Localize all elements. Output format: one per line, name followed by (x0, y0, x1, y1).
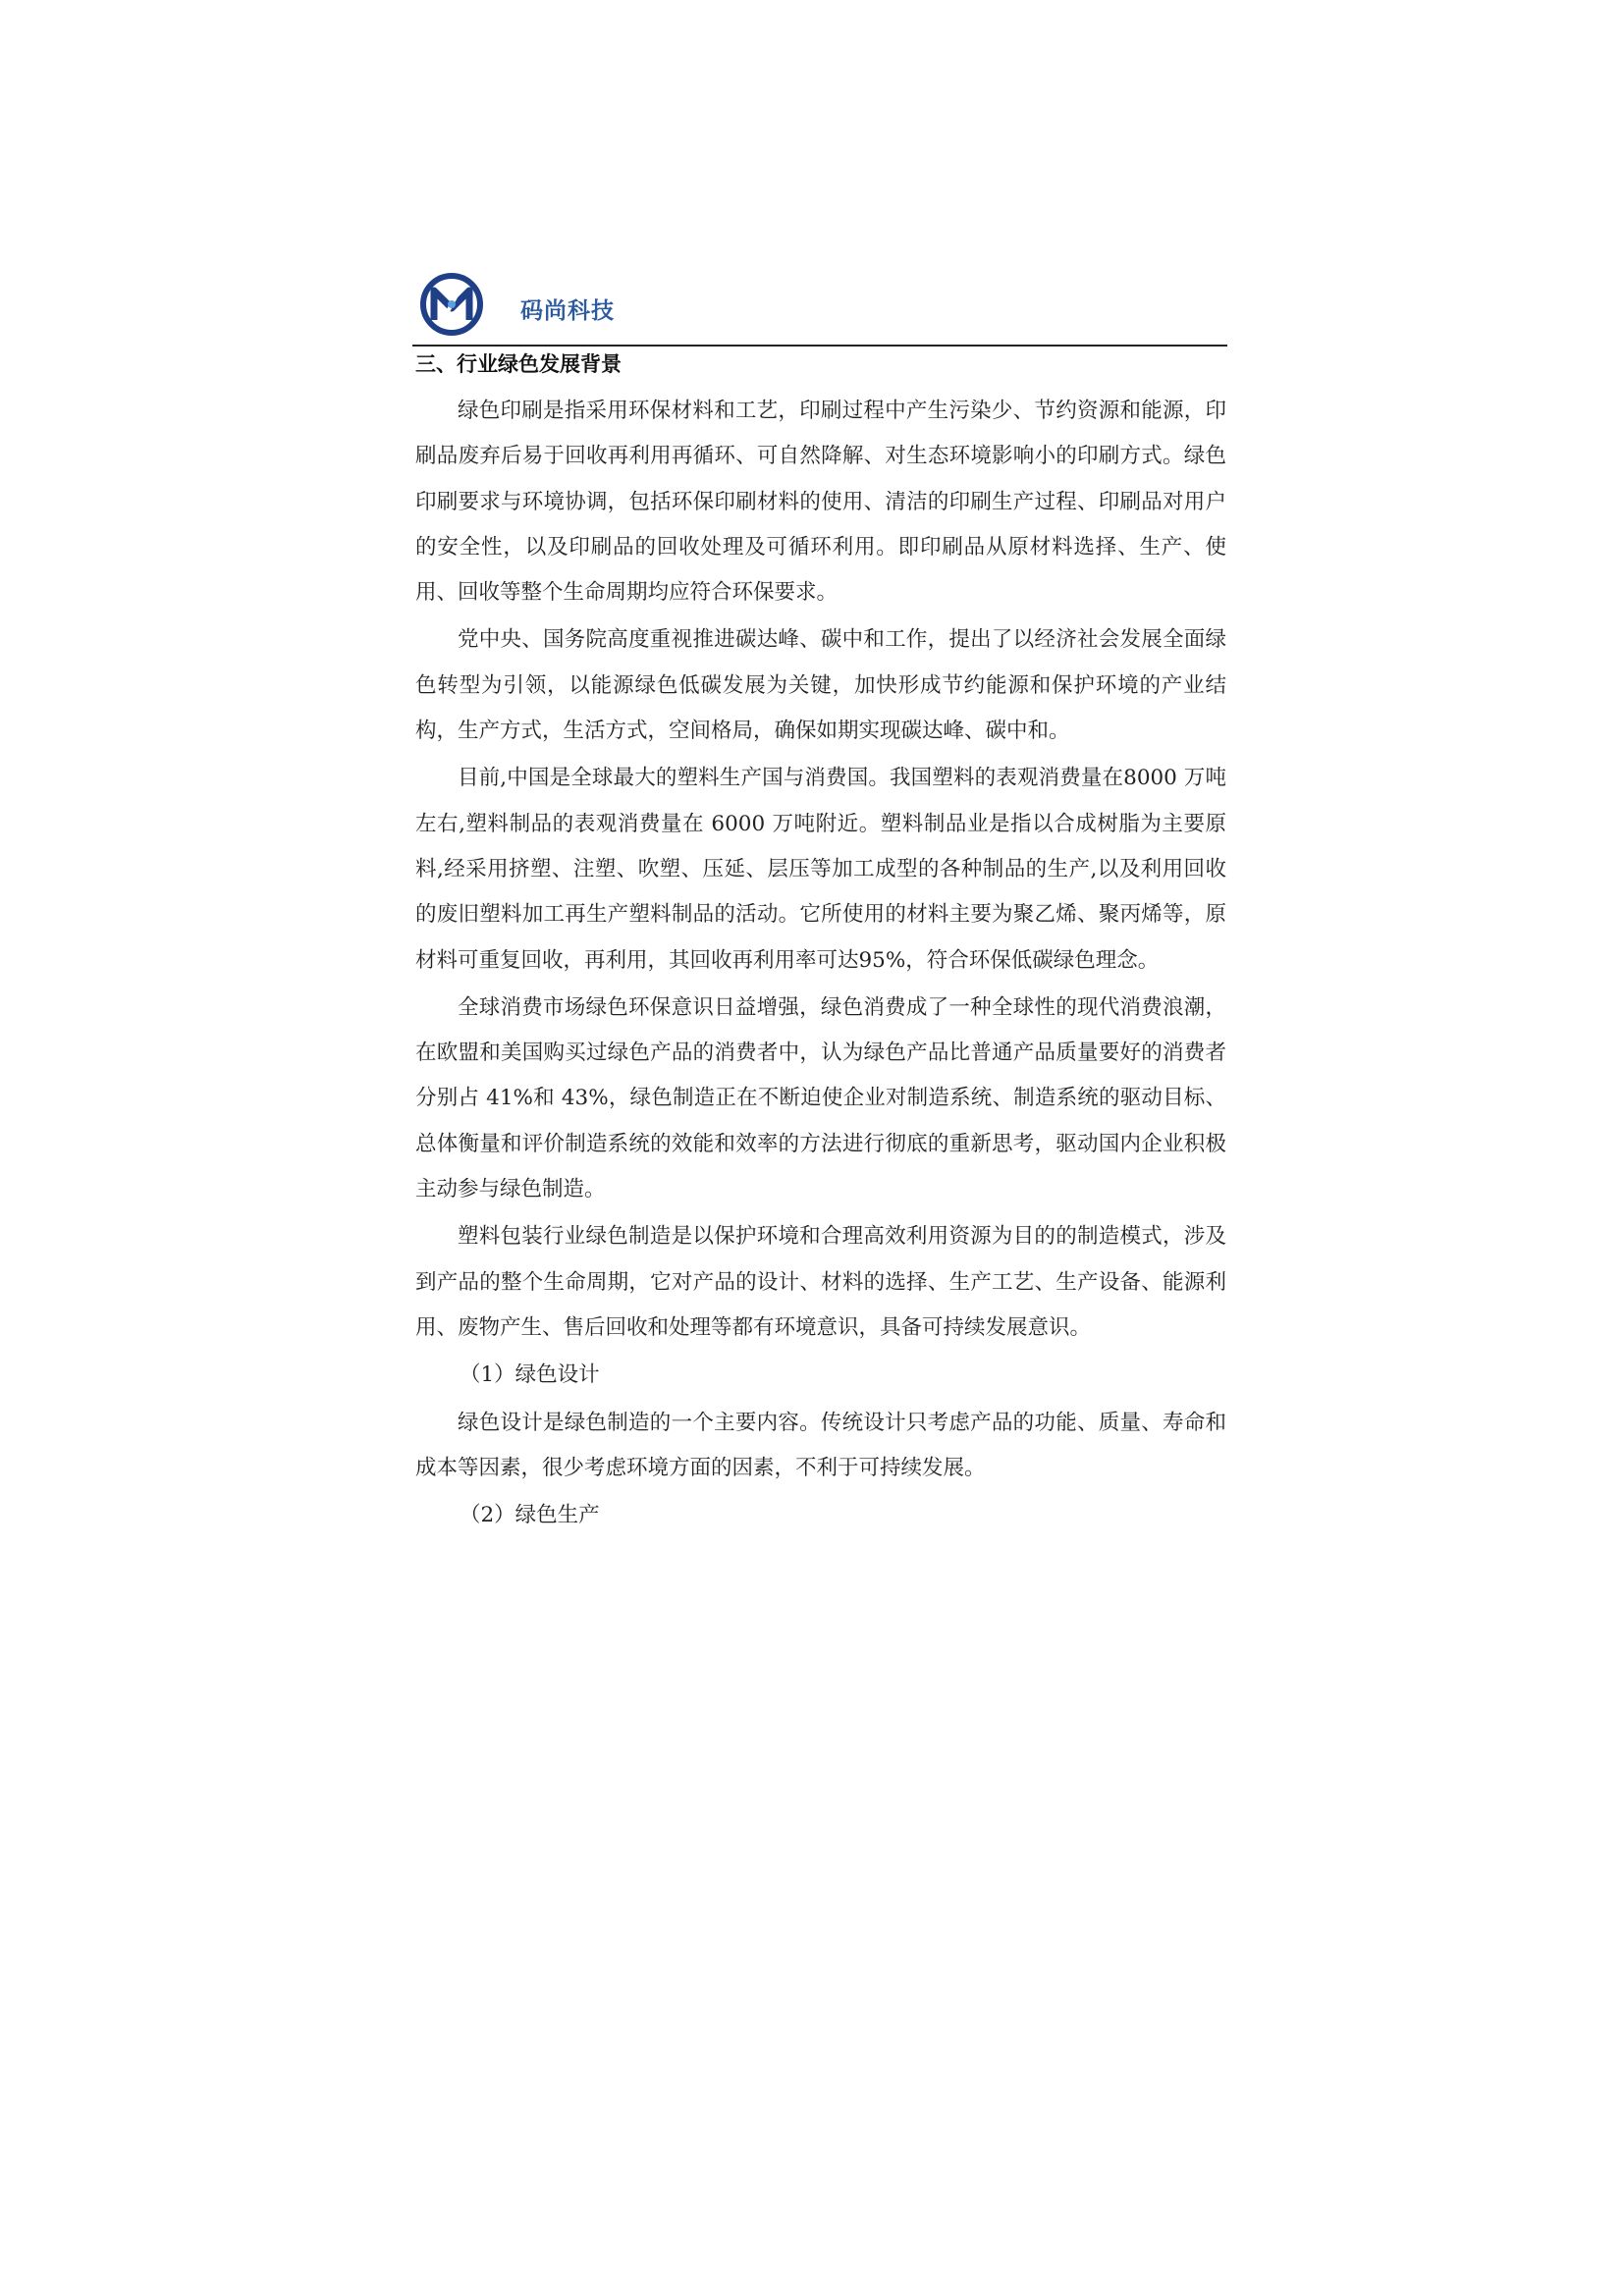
paragraph: 塑料包装行业绿色制造是以保护环境和合理高效利用资源为目的的制造模式，涉及到产品的整个生命周期，它对产品的设计、材料的选择、生产工艺、生产设备、能源利用、废物产生、售后回收和处理等都有环境意识，具备可持续发展意识。 (415, 1224, 1226, 1340)
paragraph: 绿色印刷是指采用环保材料和工艺，印刷过程中产生污染少、节约资源和能源，印刷品废弃后易于回收再利用再循环、可自然降解、对生态环境影响小的印刷方式。绿色印刷要求与环境协调，包括环保印刷材料的使用、清洁的印刷生产过程、印刷品对用户的安全性，以及印刷品的回收处理及可循环利用。即印刷品从原材料选择、生产、使用、回收等整个生命周期均应符合环保要求。 (415, 399, 1226, 606)
section-heading: 三、行业绿色发展背景 (415, 352, 622, 376)
company-logo-icon (420, 273, 483, 336)
paragraph: 目前,中国是全球最大的塑料生产国与消费国。我国塑料的表观消费量在8000 万吨左右,塑料制品的表观消费量在 6000 万吨附近。塑料制品业是指以合成树脂为主要原料,经采用挤塑、注塑、吹塑、压延、层压等加工成型的各种制品的生产,以及利用回收的废旧塑料加工再生产塑料制品的活动。它所使用的材料主要为聚乙烯、聚丙烯等，原材料可重复回收，再利用，其回收再利用率可达95%，符合环保低碳绿色理念。 (415, 766, 1226, 973)
paragraph: 全球消费市场绿色环保意识日益增强，绿色消费成了一种全球性的现代消费浪潮，在欧盟和美国购买过绿色产品的消费者中，认为绿色产品比普通产品质量要好的消费者分别占 41%和 43%，绿色制造正在不断迫使企业对制造系统、制造系统的驱动目标、总体衡量和评价制造系统的效能和效率的方法进行彻底的重新思考，驱动国内企业积极主动参与绿色制造。 (415, 994, 1226, 1202)
subsection-title-green-design: （1）绿色设计 (460, 1362, 600, 1388)
paragraph: 党中央、国务院高度重视推进碳达峰、碳中和工作，提出了以经济社会发展全面绿色转型为引领，以能源绿色低碳发展为关键，加快形成节约能源和保护环境的产业结构，生产方式，生活方式，空间格局，确保如期实现碳达峰、碳中和。 (415, 627, 1226, 744)
subsection-title-green-production: （2）绿色生产 (460, 1503, 600, 1528)
header-divider (412, 345, 1227, 347)
main-content (415, 347, 1226, 1540)
company-name: 码尚科技 (520, 298, 615, 324)
paragraph: 绿色设计是绿色制造的一个主要内容。传统设计只考虑产品的功能、质量、寿命和成本等因素，很少考虑环境方面的因素，不利于可持续发展。 (415, 1410, 1226, 1480)
page-header (412, 267, 1227, 346)
